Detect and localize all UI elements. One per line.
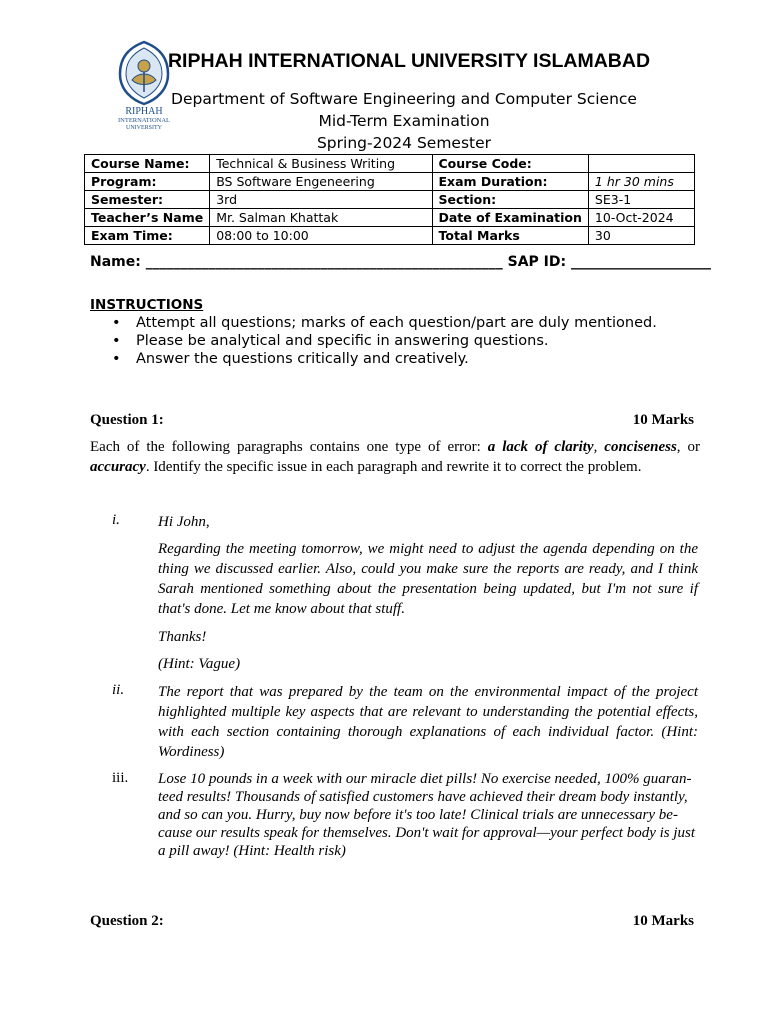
exam-date-value: 10-Oct-2024 [588, 209, 694, 227]
item-number-ii: ii. [112, 682, 125, 698]
course-code-value [588, 155, 694, 173]
duration-value: 1 hr 30 mins [588, 173, 694, 191]
semester-value: 3rd [210, 191, 432, 209]
table-row [85, 227, 695, 245]
bullet-icon: • [112, 351, 121, 367]
course-code-label: Course Code: [432, 155, 588, 173]
list-item: • Attempt all questions; marks of each question/part are duly mentioned. [112, 315, 657, 331]
svg-text:RIPHAH: RIPHAH [125, 106, 163, 117]
item-number-i: i. [112, 512, 120, 528]
question-2-marks: 10 Marks [632, 913, 694, 929]
duration-label: Exam Duration: [432, 173, 588, 191]
name-label: Name: [90, 254, 141, 270]
bullet-icon: • [112, 333, 121, 349]
svg-text:UNIVERSITY: UNIVERSITY [126, 125, 162, 130]
exam-time-label: Exam Time: [85, 227, 210, 245]
semester-name: Spring-2024 Semester [316, 134, 492, 152]
program-label: Program: [85, 173, 210, 191]
total-marks-label: Total Marks [432, 227, 588, 245]
question-1-header [90, 412, 694, 429]
department-name: Department of Software Engineering and Computer Science [171, 90, 637, 108]
item-ii-body: The report that was prepared by the team on the environmental impact of the project highlighted multiple key aspects that are relevant to understanding the potential effects, with each section containing thorough explanations of each individual factor. (Hint: Wordiness) [158, 684, 698, 760]
exam-name: Mid-Term Examination [318, 112, 490, 130]
bullet-icon: • [112, 315, 121, 331]
sap-id-label: SAP ID: [507, 254, 567, 270]
list-item: • Please be analytical and specific in answering questions. [112, 333, 549, 349]
table-row [85, 191, 695, 209]
table-row [85, 209, 695, 227]
student-identification-line [90, 254, 711, 270]
instructions-list [112, 314, 657, 368]
item-iii-body: Lose 10 pounds in a week with our miracle diet pills! No exercise needed, 100% guaran-teed results! Thousands of satisfied customers have achieved their dream body instantly, and so can you. Hurry, buy now before it's too late! Clinical trials are unnecessary be-cause our results speak for themselves. Don't wait for approval—your perfect body is just a pill away! (Hint: Health risk) [158, 771, 696, 859]
exam-info-table [84, 154, 695, 245]
sap-id-blank: ____________________ [570, 254, 711, 270]
semester-label: Semester: [85, 191, 210, 209]
total-marks-value: 30 [588, 227, 694, 245]
course-name-label: Course Name: [85, 155, 210, 173]
teacher-value: Mr. Salman Khattak [210, 209, 432, 227]
program-value: BS Software Engeneering [210, 173, 432, 191]
item-i-hint: (Hint: Vague) [158, 656, 241, 672]
question-1-label: Question 1: [90, 412, 164, 428]
item-i-body: Regarding the meeting tomorrow, we might need to adjust the agenda depending on the thing we discussed earlier. Also, could you make sure the reports are ready, and I think Sarah mentioned something about the presentation being updated, but I'm not sure if that's done. Let me know about that stuff. [158, 541, 698, 617]
table-row [85, 173, 695, 191]
question-1-instructions: Each of the following paragraphs contains one type of error: a lack of clarity, conciseness, or accuracy. Identify the specific issue in each paragraph and rewrite it to correct the problem. [90, 439, 700, 475]
question-2-label: Question 2: [90, 913, 164, 929]
item-i-greeting: Hi John, [158, 514, 210, 530]
teacher-label: Teacher’s Name [85, 209, 210, 227]
table-row [85, 155, 695, 173]
svg-text:INTERNATIONAL: INTERNATIONAL [118, 117, 170, 124]
question-2-header [90, 913, 694, 930]
item-number-iii: iii. [112, 770, 129, 786]
exam-time-value: 08:00 to 10:00 [210, 227, 432, 245]
section-value: SE3-1 [588, 191, 694, 209]
item-i-closing: Thanks! [158, 629, 207, 645]
list-item: • Answer the questions critically and creatively. [112, 351, 469, 367]
exam-date-label: Date of Examination [432, 209, 588, 227]
instructions-heading: INSTRUCTIONS [90, 297, 204, 313]
course-name-value: Technical & Business Writing [210, 155, 432, 173]
name-blank: ___________________________________________________ [145, 254, 503, 270]
question-1-marks: 10 Marks [632, 412, 694, 428]
section-label: Section: [432, 191, 588, 209]
university-title: RIPHAH INTERNATIONAL UNIVERSITY ISLAMABAD [167, 50, 651, 72]
